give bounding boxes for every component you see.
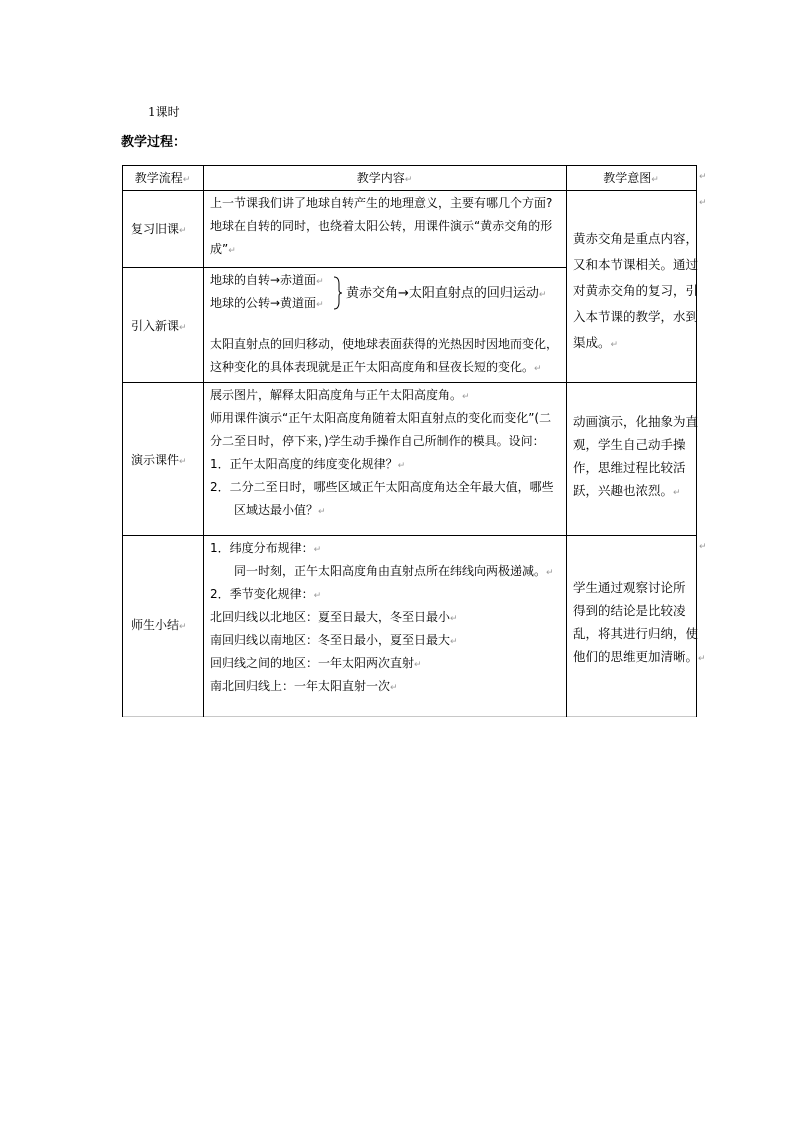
- header-content: 教学内容↵: [356, 171, 413, 185]
- stage-review: 复习旧课↵: [131, 222, 187, 236]
- brace-icon: [333, 276, 343, 310]
- header-stage: 教学流程↵: [134, 171, 191, 185]
- lesson-hours: 1课时: [148, 105, 180, 119]
- header-intent: 教学意图↵: [603, 171, 659, 185]
- summary-content: 1．纬度分布规律：↵ 同一时刻，正午太阳高度角由直射点所在纬线向两极递减。↵ 2．季节变化规律：↵ 北回归线以北地区：夏至日最大，冬至日最小↵ 南回归线以南地区：冬至日最小，夏至日最大↵ 回归线之间的地区：一年太阳两次直射↵ 南北回归线上：一年太阳直射一次↵: [210, 541, 554, 693]
- row-divider-1: [122, 267, 567, 268]
- stage-summary: 师生小结↵: [131, 618, 187, 632]
- intent-review-intro: 黄赤交角是重点内容， 又和本节课相关。通过 对黄赤交角的复习，引 入本节课的教学，水到 渠成。↵: [573, 231, 699, 350]
- brace-conclusion: 黄赤交角→太阳直射点的回归运动↵: [346, 286, 547, 301]
- review-content: 上一节课我们讲了地球自转产生的地理意义，主要有哪几个方面? 地球在自转的同时，也绕着太阳公转，用课件演示“黄赤交角的形 成”↵: [210, 196, 553, 256]
- row-divider-3: [122, 535, 697, 536]
- col-divider-1: [203, 165, 204, 717]
- table-border-left: [122, 165, 123, 717]
- table-bottom-gap: [122, 716, 697, 717]
- demo-content: 展示图片，解释太阳高度角与正午太阳高度角。↵ 师用课件演示“正午太阳高度角随着太阳直射点的变化而变化”(二 分二至日时，停下来，)学生动手操作自己所制作的模具。设问： 1．正午太阳高度的纬度变化规律？↵ 2．二分二至日时，哪些区域正午太阳高度角达全年最大值，哪些 区域达最小值？↵: [210, 388, 554, 517]
- process-title: 教学过程：: [121, 135, 187, 150]
- intent-summary: 学生通过观察讨论所 得到的结论是比较凌 乱，将其进行归纳，使 他们的思维更加清晰。↵: [573, 580, 706, 664]
- stage-intro: 引入新课↵: [131, 319, 187, 333]
- col-divider-2: [566, 165, 567, 717]
- intro-content-a: 地球的自转→赤道面↵ 地球的公转→黄道面↵: [210, 273, 324, 310]
- intro-content-b: 太阳直射点的回归移动，使地球表面获得的光热因时因地而变化， 这种变化的具体表现就是正午太阳高度角和昼夜长短的变化。↵: [210, 337, 559, 374]
- intent-demo: 动画演示，化抽象为直 观，学生自己动手操 作，思维过程比较活 跃，兴趣也浓烈。↵: [573, 414, 699, 498]
- row-divider-2: [122, 382, 697, 383]
- stage-demo: 演示课件↵: [131, 453, 187, 467]
